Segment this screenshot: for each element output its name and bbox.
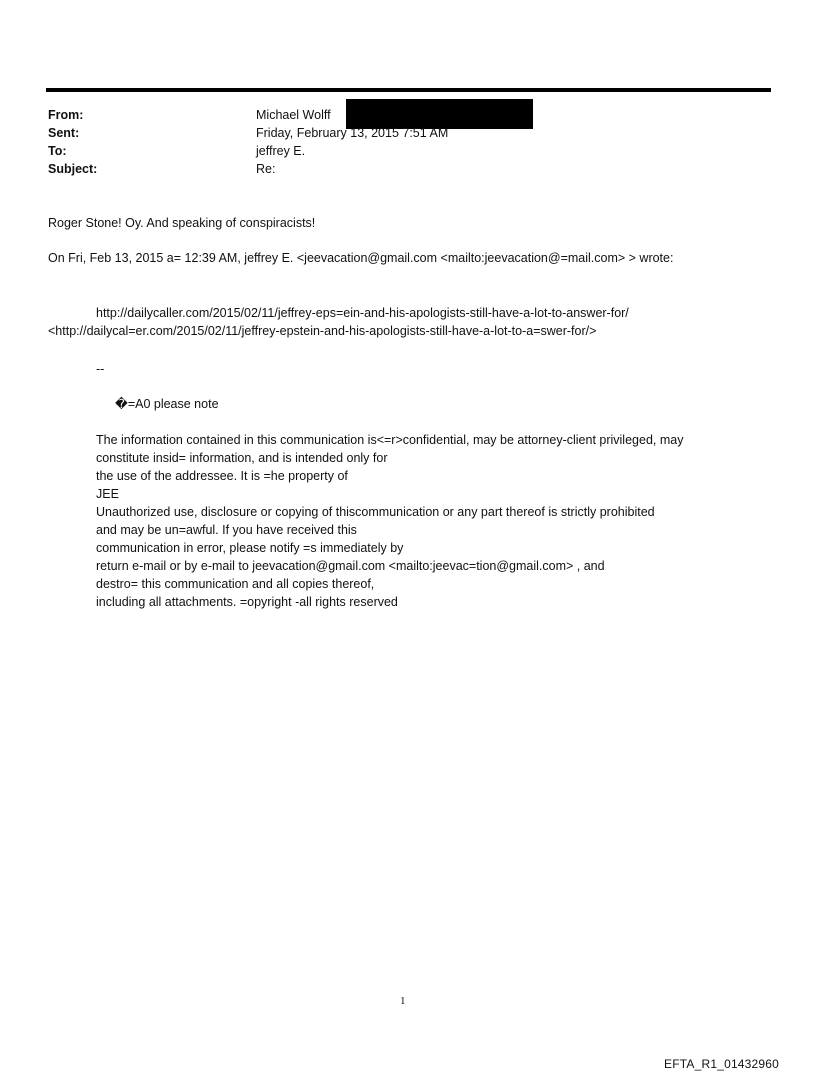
article-link[interactable]: http://dailycaller.com/2015/02/11/jeffrey-eps=ein-and-his-apologists-still-have-a-lot-to-answer-for/ <box>96 306 629 320</box>
from-label: From: <box>48 108 84 122</box>
disclaimer-line: JEE <box>96 487 119 501</box>
disclaimer-line: and may be un=awful. If you have received this <box>96 523 357 537</box>
subject-value: Re: <box>256 162 276 176</box>
to-value: jeffrey E. <box>256 144 306 158</box>
disclaimer-line: constitute insid= information, and is intended only for <box>96 451 388 465</box>
header-divider <box>46 88 771 92</box>
disclaimer-line: the use of the addressee. It is =he property of <box>96 469 348 483</box>
to-label: To: <box>48 144 67 158</box>
disclaimer-line: Unauthorized use, disclosure or copying of thiscommunication or any part thereof is strictly prohibited <box>96 505 655 519</box>
signature-separator: -- <box>96 362 105 376</box>
quote-attribution: On Fri, Feb 13, 2015 a= 12:39 AM, jeffrey E. <jeevacation@gmail.com <mailto:jeevacation@=mail.com> > wrote: <box>48 251 674 265</box>
disclaimer-line: The information contained in this communication is<=r>confidential, may be attorney-client privileged, may <box>96 433 684 447</box>
reply-line: Roger Stone! Oy. And speaking of conspiracists! <box>48 216 316 230</box>
disclaimer-line: destro= this communication and all copies thereof, <box>96 577 375 591</box>
sent-value: Friday, February 13, 2015 7:51 AM <box>256 126 449 140</box>
article-link-alt[interactable]: <http://dailycal=er.com/2015/02/11/jeffrey-epstein-and-his-apologists-still-have-a-lot-to-a=swer-for/> <box>48 324 597 338</box>
document-id: EFTA_R1_01432960 <box>664 1057 780 1071</box>
subject-label: Subject: <box>48 162 98 176</box>
page-number: 1 <box>400 995 406 1007</box>
please-note: �=A0 please note <box>115 397 219 411</box>
disclaimer-line: communication in error, please notify =s immediately by <box>96 541 404 555</box>
from-value: Michael Wolff <box>256 108 331 122</box>
disclaimer-line: including all attachments. =opyright -all rights reserved <box>96 595 398 609</box>
disclaimer-line: return e-mail or by e-mail to jeevacation@gmail.com <mailto:jeevac=tion@gmail.com> , and <box>96 559 605 573</box>
sent-label: Sent: <box>48 126 80 140</box>
